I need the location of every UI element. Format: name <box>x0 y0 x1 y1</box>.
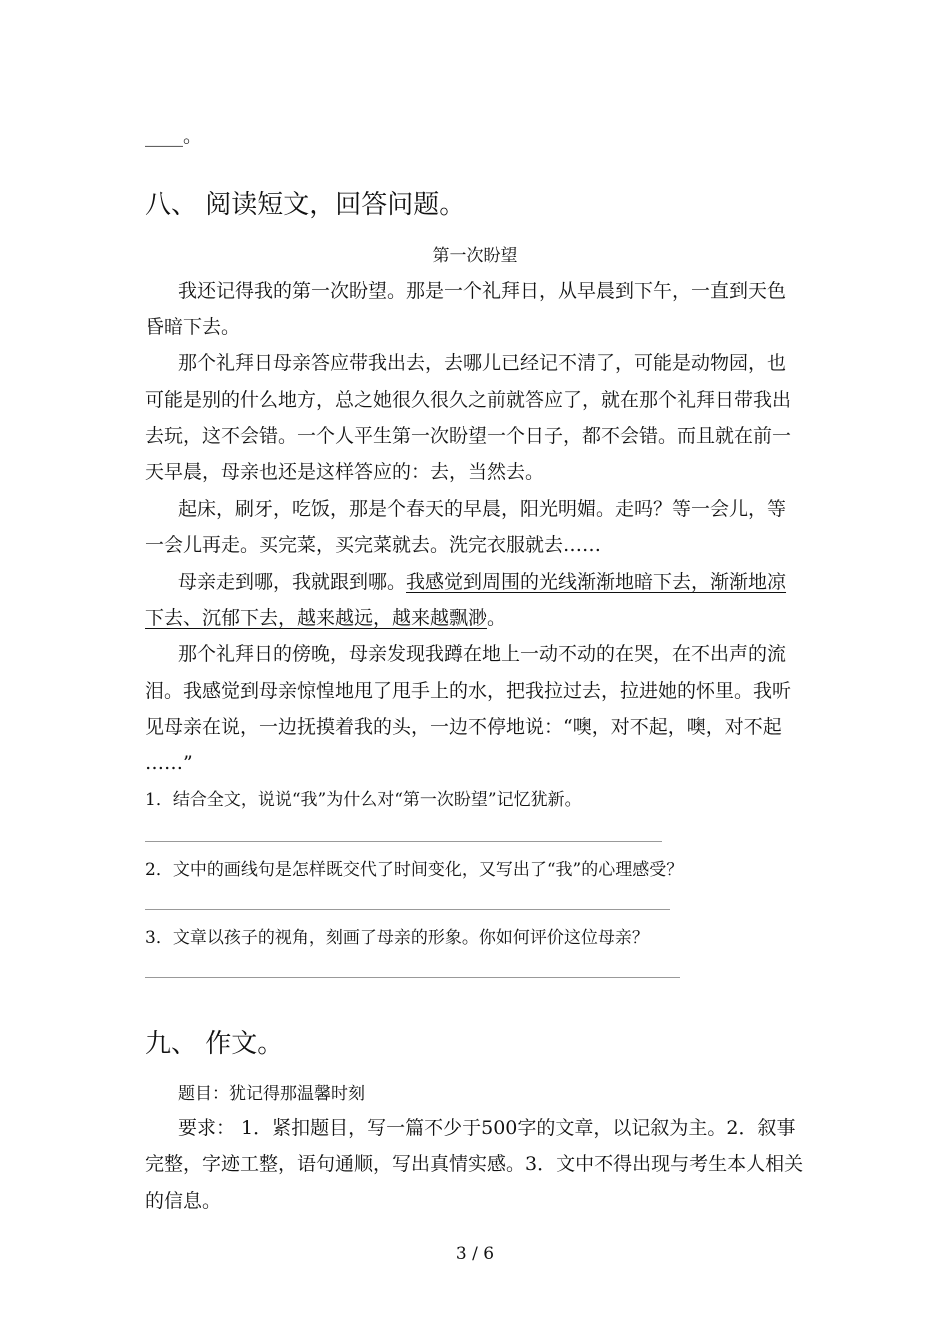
requirements-line-3: 的信息。 <box>145 1190 222 1212</box>
requirements-line-1: 要求： 1．紧扣题目，写一篇不少于500字的文章，以记叙为主。2．叙事 <box>178 1117 796 1139</box>
requirements-line-2: 完整，字迹工整，语句通顺，写出真情实感。3．文中不得出现与考生本人相关 <box>145 1153 804 1175</box>
paragraph-2-line-4: 天早晨，母亲也还是这样答应的：去，当然去。 <box>145 461 545 483</box>
paragraph-4-line-1 <box>178 570 786 594</box>
paragraph-5-line-4: ……” <box>145 752 193 774</box>
question-1: 1．结合全文，说说“我”为什么对“第一次盼望”记忆犹新。 <box>145 790 582 810</box>
paragraph-5-line-2: 泪。我感觉到母亲惊惶地甩了甩手上的水，把我拉过去，拉进她的怀里。我听 <box>145 680 792 702</box>
paragraph-4-end: 。 <box>487 607 507 629</box>
story-title: 第一次盼望 <box>432 246 518 266</box>
section-9-heading: 九、 作文。 <box>145 1029 284 1059</box>
paragraph-3-line-1: 起床，刷牙，吃饭，那是个春天的早晨，阳光明媚。走吗？等一会儿，等 <box>178 498 787 520</box>
answer-line-1[interactable] <box>145 841 662 842</box>
paragraph-2-line-2: 可能是别的什么地方，总之她很久很久之前就答应了，就在那个礼拜日带我出 <box>145 389 792 411</box>
page-number: 3 / 6 <box>455 1244 495 1264</box>
paragraph-2-line-1: 那个礼拜日母亲答应带我出去，去哪儿已经记不清了，可能是动物园，也 <box>178 352 787 374</box>
question-3: 3．文章以孩子的视角，刻画了母亲的形象。你如何评价这位母亲？ <box>145 928 649 948</box>
paragraph-5-line-1: 那个礼拜日的傍晚，母亲发现我蹲在地上一动不动的在哭，在不出声的流 <box>178 643 787 665</box>
paragraph-1-line-2: 昏暗下去。 <box>145 316 241 338</box>
question-2: 2．文中的画线句是怎样既交代了时间变化，又写出了“我”的心理感受？ <box>145 860 684 880</box>
answer-line-2[interactable] <box>145 909 670 910</box>
essay-topic: 题目：犹记得那温馨时刻 <box>178 1084 365 1104</box>
top-blank-line: ____。 <box>145 125 203 147</box>
answer-line-3[interactable] <box>145 977 680 978</box>
paragraph-2-line-3: 去玩，这不会错。一个人平生第一次盼望一个日子，都不会错。而且就在前一 <box>145 425 792 447</box>
paragraph-1-line-1: 我还记得我的第一次盼望。那是一个礼拜日，从早晨到下午，一直到天色 <box>178 280 787 302</box>
section-8-heading: 八、 阅读短文，回答问题。 <box>145 190 466 220</box>
paragraph-4-line-2 <box>145 606 506 630</box>
underlined-sentence-part-1: 我感觉到周围的光线渐渐地暗下去，渐渐地凉 <box>406 571 787 593</box>
paragraph-5-line-3: 见母亲在说，一边抚摸着我的头，一边不停地说：“噢，对不起，噢，对不起 <box>145 716 782 738</box>
underlined-sentence-part-2: 下去、沉郁下去，越来越远，越来越飘渺 <box>145 607 488 629</box>
paragraph-4-plain: 母亲走到哪，我就跟到哪。 <box>178 571 407 593</box>
paragraph-3-line-2: 一会儿再走。买完菜，买完菜就去。洗完衣服就去…… <box>145 534 602 556</box>
